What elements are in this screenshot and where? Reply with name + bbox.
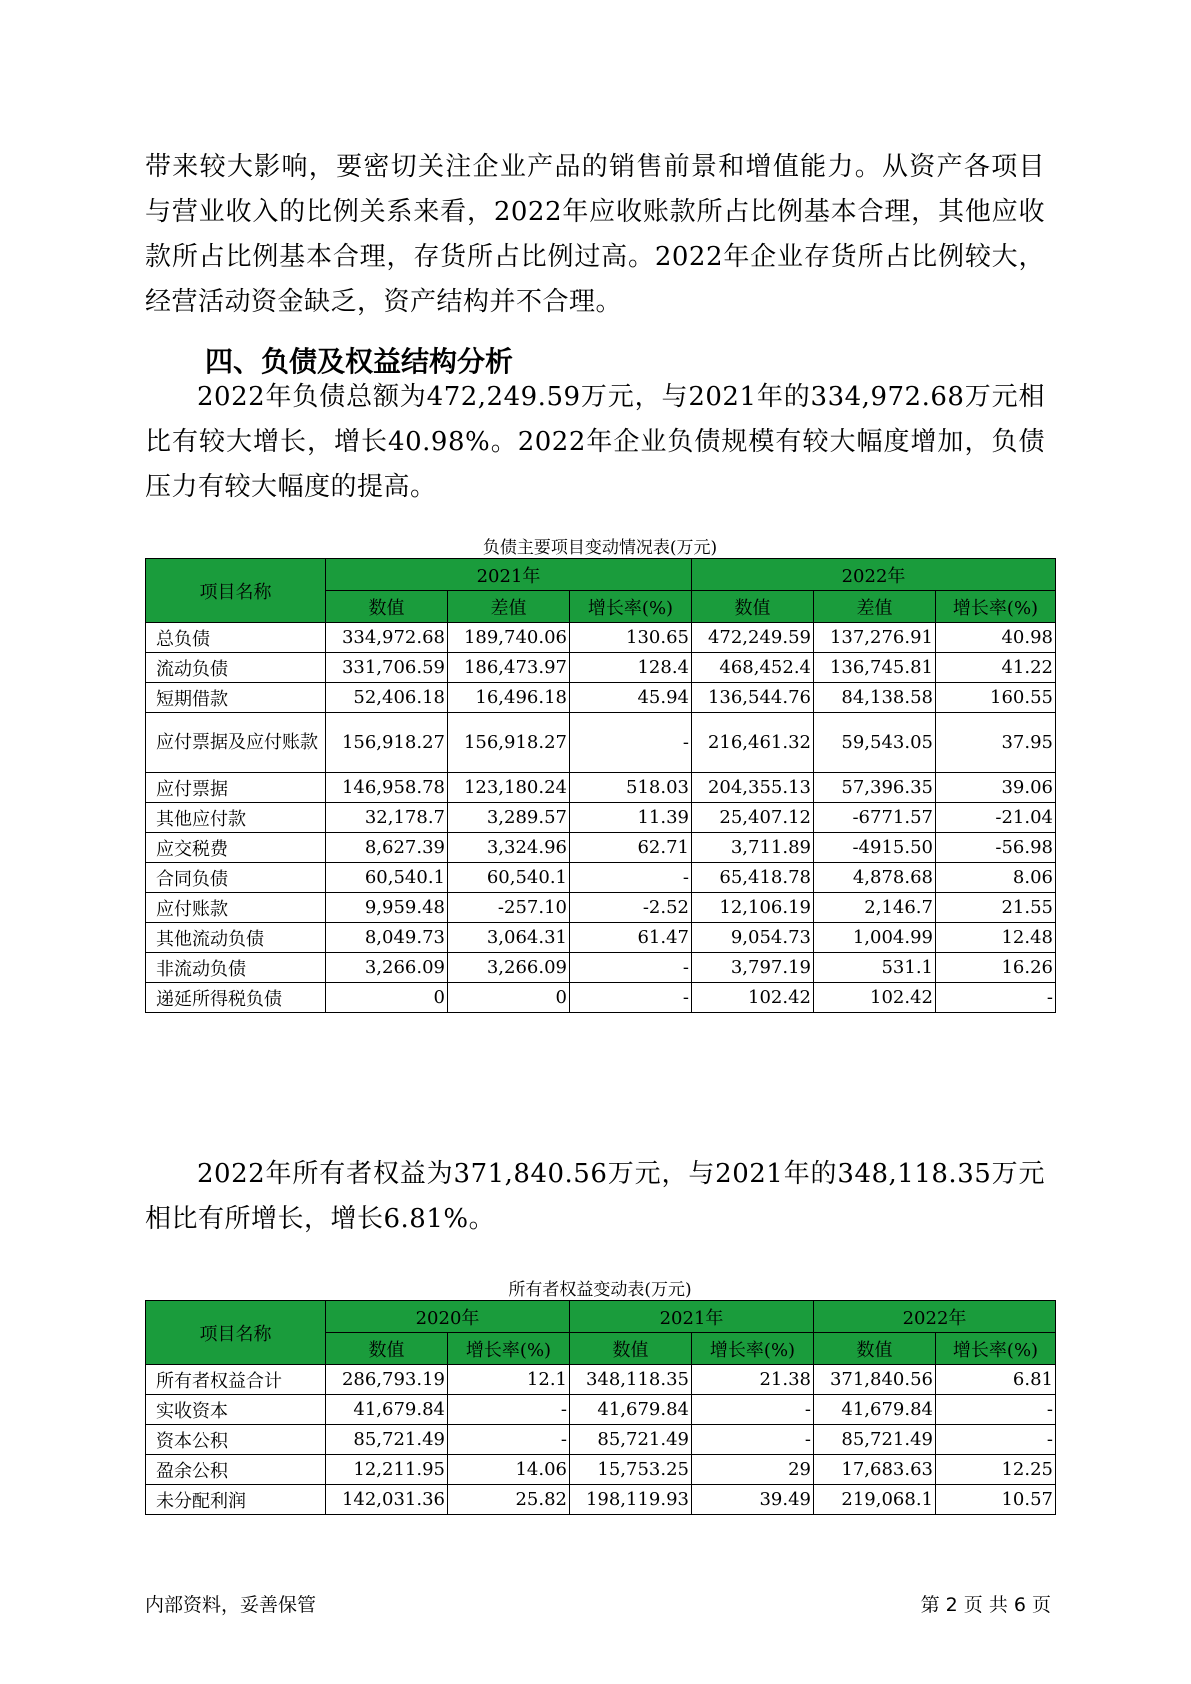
table-row bbox=[146, 713, 1056, 773]
cell-diff-2021: 60,540.1 bbox=[448, 863, 570, 893]
cell-value-2020: 41,679.84 bbox=[326, 1395, 448, 1425]
cell-rate-2022: - bbox=[936, 983, 1056, 1013]
cell-rate-2020: - bbox=[448, 1425, 570, 1455]
cell-diff-2021: 3,289.57 bbox=[448, 803, 570, 833]
cell-rate-2020: 14.06 bbox=[448, 1455, 570, 1485]
cell-rate-2021: - bbox=[692, 1425, 814, 1455]
cell-value-2020: 85,721.49 bbox=[326, 1425, 448, 1455]
liability-table bbox=[145, 558, 1056, 1013]
cell-rate-2022: 40.98 bbox=[936, 623, 1056, 653]
cell-rate-2021: 128.4 bbox=[570, 653, 692, 683]
cell-value-2021: 9,959.48 bbox=[326, 893, 448, 923]
table-row bbox=[146, 683, 1056, 713]
cell-diff-2021: -257.10 bbox=[448, 893, 570, 923]
cell-diff-2022: 137,276.91 bbox=[814, 623, 936, 653]
cell-rate-2021: 130.65 bbox=[570, 623, 692, 653]
cell-rate-2021: - bbox=[692, 1395, 814, 1425]
table-row bbox=[146, 1425, 1056, 1455]
table-row bbox=[146, 1455, 1056, 1485]
cell-rate-2022: 16.26 bbox=[936, 953, 1056, 983]
cell-value-2021: 198,119.93 bbox=[570, 1485, 692, 1515]
header-year-2021: 2021年 bbox=[570, 1301, 814, 1333]
cell-value-2021: 331,706.59 bbox=[326, 653, 448, 683]
cell-value-2021: 32,178.7 bbox=[326, 803, 448, 833]
section-heading: 四、负债及权益结构分析 bbox=[205, 345, 514, 378]
cell-value-2020: 286,793.19 bbox=[326, 1365, 448, 1395]
cell-diff-2022: 4,878.68 bbox=[814, 863, 936, 893]
header-rate: 增长率(%) bbox=[936, 1333, 1056, 1365]
cell-diff-2022: 531.1 bbox=[814, 953, 936, 983]
cell-rate-2022: -21.04 bbox=[936, 803, 1056, 833]
cell-diff-2022: 57,396.35 bbox=[814, 773, 936, 803]
cell-rate-2022: 41.22 bbox=[936, 653, 1056, 683]
row-name: 未分配利润 bbox=[146, 1485, 326, 1515]
cell-value-2022: 25,407.12 bbox=[692, 803, 814, 833]
cell-rate-2022: 8.06 bbox=[936, 863, 1056, 893]
cell-rate-2021: 29 bbox=[692, 1455, 814, 1485]
table-row bbox=[146, 953, 1056, 983]
table-row bbox=[146, 893, 1056, 923]
cell-rate-2020: - bbox=[448, 1395, 570, 1425]
cell-value-2022: 219,068.1 bbox=[814, 1485, 936, 1515]
cell-diff-2021: 0 bbox=[448, 983, 570, 1013]
intro-paragraph: 带来较大影响，要密切关注企业产品的销售前景和增值能力。从资产各项目与营业收入的比例关系来看，2022年应收账款所占比例基本合理，其他应收款所占比例基本合理，存货所占比例过高。2022年企业存货所占比例较大，经营活动资金缺乏，资产结构并不合理。 bbox=[145, 152, 1045, 317]
cell-rate-2021: - bbox=[570, 713, 692, 773]
cell-value-2022: 9,054.73 bbox=[692, 923, 814, 953]
cell-value-2021: 156,918.27 bbox=[326, 713, 448, 773]
row-name: 盈余公积 bbox=[146, 1455, 326, 1485]
table-row bbox=[146, 653, 1056, 683]
cell-rate-2021: - bbox=[570, 863, 692, 893]
cell-value-2022: 41,679.84 bbox=[814, 1395, 936, 1425]
table-row bbox=[146, 833, 1056, 863]
header-value: 数值 bbox=[814, 1333, 936, 1365]
cell-rate-2021: 21.38 bbox=[692, 1365, 814, 1395]
row-name: 实收资本 bbox=[146, 1395, 326, 1425]
cell-value-2022: 3,797.19 bbox=[692, 953, 814, 983]
header-year-2022: 2022年 bbox=[814, 1301, 1056, 1333]
cell-rate-2021: 45.94 bbox=[570, 683, 692, 713]
header-value: 数值 bbox=[326, 591, 448, 623]
cell-rate-2022: 37.95 bbox=[936, 713, 1056, 773]
cell-diff-2022: 1,004.99 bbox=[814, 923, 936, 953]
cell-value-2021: 3,266.09 bbox=[326, 953, 448, 983]
cell-rate-2022: -56.98 bbox=[936, 833, 1056, 863]
table-row bbox=[146, 1485, 1056, 1515]
cell-value-2020: 142,031.36 bbox=[326, 1485, 448, 1515]
cell-diff-2021: 186,473.97 bbox=[448, 653, 570, 683]
header-item-name: 项目名称 bbox=[146, 559, 326, 623]
cell-value-2021: 8,627.39 bbox=[326, 833, 448, 863]
cell-rate-2021: 61.47 bbox=[570, 923, 692, 953]
cell-value-2021: 146,958.78 bbox=[326, 773, 448, 803]
cell-rate-2021: 518.03 bbox=[570, 773, 692, 803]
table-row bbox=[146, 983, 1056, 1013]
page-number: 第 2 页 共 6 页 bbox=[920, 1594, 1051, 1616]
cell-value-2022: 371,840.56 bbox=[814, 1365, 936, 1395]
row-name: 其他流动负债 bbox=[146, 923, 326, 953]
cell-diff-2021: 189,740.06 bbox=[448, 623, 570, 653]
cell-rate-2022: - bbox=[936, 1425, 1056, 1455]
liability-table-caption: 负债主要项目变动情况表(万元) bbox=[482, 538, 718, 558]
cell-value-2022: 472,249.59 bbox=[692, 623, 814, 653]
cell-diff-2021: 3,324.96 bbox=[448, 833, 570, 863]
cell-value-2022: 216,461.32 bbox=[692, 713, 814, 773]
cell-diff-2021: 3,064.31 bbox=[448, 923, 570, 953]
row-name: 递延所得税负债 bbox=[146, 983, 326, 1013]
cell-rate-2020: 25.82 bbox=[448, 1485, 570, 1515]
header-year-2022: 2022年 bbox=[692, 559, 1056, 591]
cell-rate-2022: - bbox=[936, 1395, 1056, 1425]
cell-value-2022: 17,683.63 bbox=[814, 1455, 936, 1485]
row-name: 应付票据 bbox=[146, 773, 326, 803]
liability-paragraph: 2022年负债总额为472,249.59万元，与2021年的334,972.68万元相比有较大增长，增长40.98%。2022年企业负债规模有较大幅度增加，负债压力有较大幅度的提高。 bbox=[145, 382, 1045, 502]
cell-rate-2020: 12.1 bbox=[448, 1365, 570, 1395]
row-name: 总负债 bbox=[146, 623, 326, 653]
cell-rate-2022: 160.55 bbox=[936, 683, 1056, 713]
header-year-2020: 2020年 bbox=[326, 1301, 570, 1333]
row-name: 应付票据及应付账款 bbox=[146, 713, 326, 773]
cell-diff-2022: -6771.57 bbox=[814, 803, 936, 833]
cell-rate-2022: 6.81 bbox=[936, 1365, 1056, 1395]
cell-value-2022: 204,355.13 bbox=[692, 773, 814, 803]
cell-diff-2022: 2,146.7 bbox=[814, 893, 936, 923]
header-value: 数值 bbox=[326, 1333, 448, 1365]
header-value: 数值 bbox=[570, 1333, 692, 1365]
cell-value-2021: 334,972.68 bbox=[326, 623, 448, 653]
table-row bbox=[146, 803, 1056, 833]
table-row bbox=[146, 773, 1056, 803]
header-item-name: 项目名称 bbox=[146, 1301, 326, 1365]
header-value: 数值 bbox=[692, 591, 814, 623]
cell-diff-2021: 16,496.18 bbox=[448, 683, 570, 713]
cell-value-2022: 136,544.76 bbox=[692, 683, 814, 713]
cell-diff-2021: 156,918.27 bbox=[448, 713, 570, 773]
cell-value-2022: 65,418.78 bbox=[692, 863, 814, 893]
cell-diff-2022: -4915.50 bbox=[814, 833, 936, 863]
header-diff: 差值 bbox=[814, 591, 936, 623]
cell-rate-2021: - bbox=[570, 953, 692, 983]
cell-value-2021: 15,753.25 bbox=[570, 1455, 692, 1485]
cell-rate-2022: 39.06 bbox=[936, 773, 1056, 803]
row-name: 非流动负债 bbox=[146, 953, 326, 983]
cell-value-2021: 8,049.73 bbox=[326, 923, 448, 953]
row-name: 应付账款 bbox=[146, 893, 326, 923]
cell-rate-2022: 12.25 bbox=[936, 1455, 1056, 1485]
header-rate: 增长率(%) bbox=[936, 591, 1056, 623]
equity-table bbox=[145, 1300, 1056, 1515]
cell-diff-2021: 3,266.09 bbox=[448, 953, 570, 983]
table-row bbox=[146, 863, 1056, 893]
cell-diff-2022: 102.42 bbox=[814, 983, 936, 1013]
row-name: 合同负债 bbox=[146, 863, 326, 893]
cell-value-2021: 0 bbox=[326, 983, 448, 1013]
row-name: 流动负债 bbox=[146, 653, 326, 683]
header-rate: 增长率(%) bbox=[692, 1333, 814, 1365]
cell-value-2021: 41,679.84 bbox=[570, 1395, 692, 1425]
cell-diff-2021: 123,180.24 bbox=[448, 773, 570, 803]
cell-rate-2022: 12.48 bbox=[936, 923, 1056, 953]
header-rate: 增长率(%) bbox=[448, 1333, 570, 1365]
row-name: 短期借款 bbox=[146, 683, 326, 713]
cell-diff-2022: 136,745.81 bbox=[814, 653, 936, 683]
cell-rate-2021: 39.49 bbox=[692, 1485, 814, 1515]
table-row bbox=[146, 923, 1056, 953]
table-row bbox=[146, 1365, 1056, 1395]
cell-value-2021: 52,406.18 bbox=[326, 683, 448, 713]
cell-rate-2021: -2.52 bbox=[570, 893, 692, 923]
cell-value-2022: 102.42 bbox=[692, 983, 814, 1013]
equity-paragraph: 2022年所有者权益为371,840.56万元，与2021年的348,118.35万元相比有所增长，增长6.81%。 bbox=[145, 1159, 1045, 1234]
cell-diff-2022: 59,543.05 bbox=[814, 713, 936, 773]
cell-value-2022: 12,106.19 bbox=[692, 893, 814, 923]
cell-rate-2022: 21.55 bbox=[936, 893, 1056, 923]
table-row bbox=[146, 1395, 1056, 1425]
row-name: 资本公积 bbox=[146, 1425, 326, 1455]
cell-value-2022: 3,711.89 bbox=[692, 833, 814, 863]
cell-value-2021: 348,118.35 bbox=[570, 1365, 692, 1395]
cell-diff-2022: 84,138.58 bbox=[814, 683, 936, 713]
cell-rate-2022: 10.57 bbox=[936, 1485, 1056, 1515]
table-row bbox=[146, 623, 1056, 653]
cell-value-2022: 468,452.4 bbox=[692, 653, 814, 683]
row-name: 其他应付款 bbox=[146, 803, 326, 833]
cell-value-2020: 12,211.95 bbox=[326, 1455, 448, 1485]
cell-value-2022: 85,721.49 bbox=[814, 1425, 936, 1455]
footer-confidential-note: 内部资料，妥善保管 bbox=[145, 1594, 317, 1616]
cell-rate-2021: 11.39 bbox=[570, 803, 692, 833]
cell-value-2021: 60,540.1 bbox=[326, 863, 448, 893]
row-name: 所有者权益合计 bbox=[146, 1365, 326, 1395]
header-year-2021: 2021年 bbox=[326, 559, 692, 591]
row-name: 应交税费 bbox=[146, 833, 326, 863]
header-rate: 增长率(%) bbox=[570, 591, 692, 623]
cell-value-2021: 85,721.49 bbox=[570, 1425, 692, 1455]
cell-rate-2021: - bbox=[570, 983, 692, 1013]
cell-rate-2021: 62.71 bbox=[570, 833, 692, 863]
equity-table-caption: 所有者权益变动表(万元) bbox=[508, 1280, 692, 1300]
header-diff: 差值 bbox=[448, 591, 570, 623]
